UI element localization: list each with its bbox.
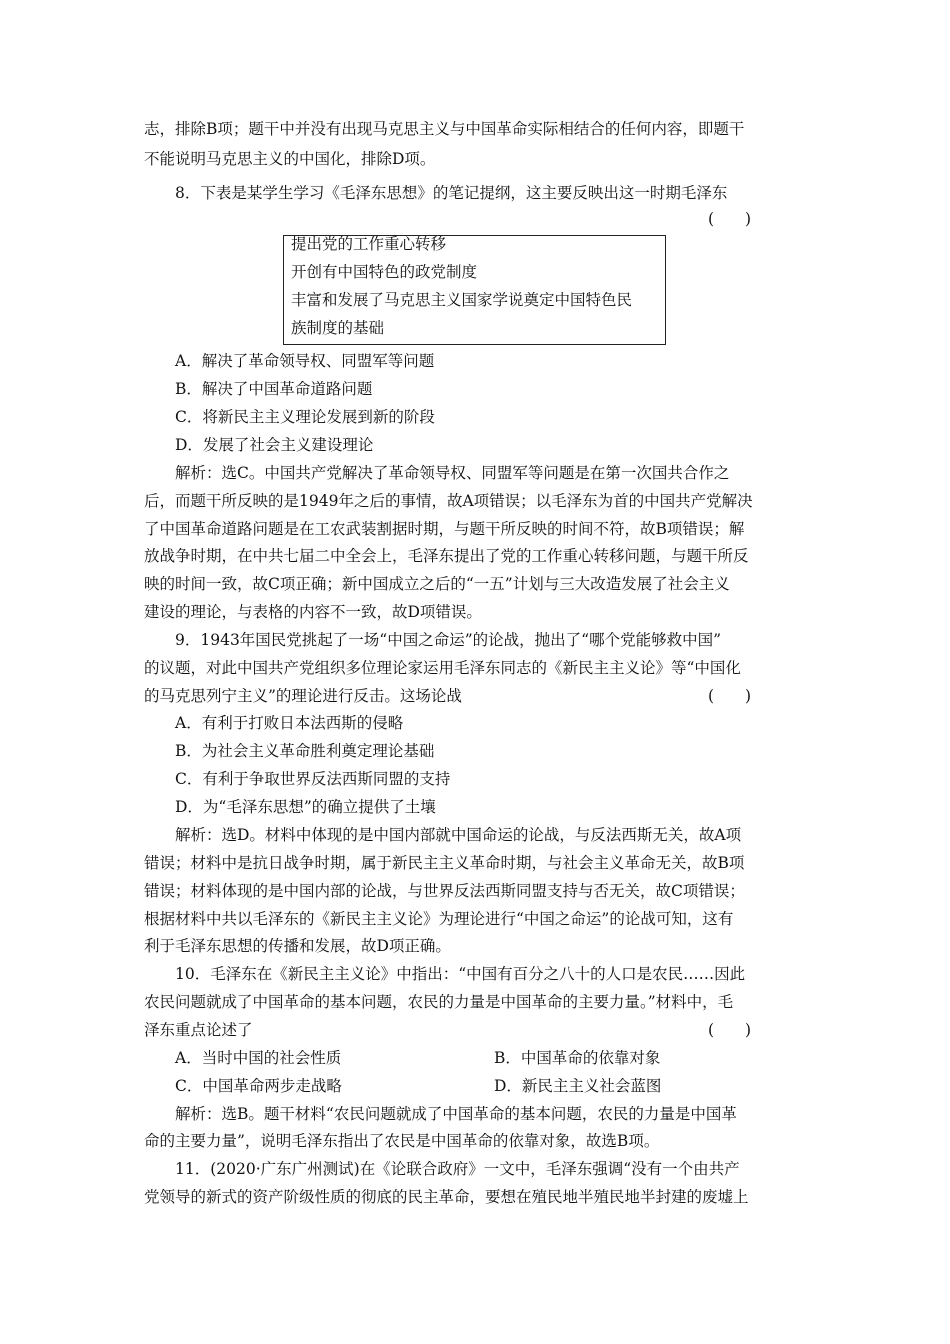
analysis-line: 解析：选B。题干材料“农民问题就成了中国革命的基本问题，农民的力量是中国革: [175, 1105, 737, 1123]
option-b: B．解决了中国革命道路问题: [175, 380, 373, 398]
option-c: C．将新民主主义理论发展到新的阶段: [175, 408, 435, 426]
analysis-line: 后，而题干所反映的是1949年之后的事情，故A项错误；以毛泽东为首的中国共产党解决: [144, 492, 753, 510]
option-d: D．发展了社会主义建设理论: [175, 436, 374, 454]
analysis-line: 错误；材料体现的是中国内部的论战，与世界反法西斯同盟支持与否无关，故C项错误；: [144, 882, 745, 900]
option-d: D．新民主主义社会蓝图: [494, 1077, 662, 1095]
text-line: 志，排除B项；题干中并没有出现马克思主义与中国革命实际相结合的任何内容，即题干: [144, 120, 745, 138]
option-d: D．为“毛泽东思想”的确立提供了土壤: [175, 798, 436, 816]
note-row: 提出党的工作重心转移: [291, 235, 447, 253]
analysis-line: 利于毛泽东思想的传播和发展，故D项正确。: [144, 937, 451, 955]
question-10-stem-1: 10．毛泽东在《新民主主义论》中指出：“中国有百分之八十的人口是农民……因此: [175, 965, 746, 983]
answer-blank: ( ): [708, 210, 752, 228]
analysis-line: 根据材料中共以毛泽东的《新民主主义论》为理论进行“中国之命运”的论战可知，这有: [144, 910, 734, 928]
note-row: 丰富和发展了马克思主义国家学说奠定中国特色民: [291, 291, 633, 309]
question-9-stem-3: 的马克思列宁主义”的理论进行反击。这场论战: [144, 687, 462, 705]
analysis-line: 映的时间一致，故C项正确；新中国成立之后的“一五”计划与三大改造发展了社会主义: [144, 575, 730, 593]
option-b: B．中国革命的依靠对象: [494, 1049, 661, 1067]
option-b: B．为社会主义革命胜利奠定理论基础: [175, 742, 435, 760]
option-a: A．有利于打败日本法西斯的侵略: [175, 714, 404, 732]
analysis-line: 解析：选C。中国共产党解决了革命领导权、同盟军等问题是在第一次国共合作之: [175, 464, 730, 482]
option-c: C．有利于争取世界反法西斯同盟的支持: [175, 770, 451, 788]
analysis-line: 命的主要力量”，说明毛泽东指出了农民是中国革命的依靠对象，故选B项。: [144, 1132, 660, 1150]
analysis-line: 了中国革命道路问题是在工农武装割据时期，与题干所反映的时间不符，故B项错误；解: [144, 520, 745, 538]
analysis-line: 放战争时期，在中共七届二中全会上，毛泽东提出了党的工作重心转移问题，与题干所反: [144, 547, 749, 565]
note-row: 族制度的基础: [291, 319, 385, 337]
notes-table: [283, 235, 666, 345]
option-a: A．当时中国的社会性质: [175, 1049, 342, 1067]
question-9-stem-1: 9．1943年国民党挑起了一场“中国之命运”的论战，抛出了“哪个党能够救中国”: [175, 631, 722, 649]
text-line: 不能说明马克思主义的中国化，排除D项。: [144, 150, 436, 168]
answer-blank: ( ): [708, 687, 752, 705]
note-row: 开创有中国特色的政党制度: [291, 263, 478, 281]
question-10-stem-3: 泽东重点论述了: [144, 1021, 253, 1039]
question-10-stem-2: 农民问题就成了中国革命的基本问题，农民的力量是中国革命的主要力量。”材料中，毛: [144, 993, 734, 1011]
option-c: C．中国革命两步走战略: [175, 1077, 342, 1095]
option-a: A．解决了革命领导权、同盟军等问题: [175, 352, 435, 370]
analysis-line: 建设的理论，与表格的内容不一致，故D项错误。: [144, 603, 482, 621]
question-9-stem-2: 的议题，对此中国共产党组织多位理论家运用毛泽东同志的《新民主主义论》等“中国化: [144, 659, 741, 677]
question-11-stem-2: 党领导的新式的资产阶级性质的彻底的民主革命，要想在殖民地半殖民地半封建的废墟上: [144, 1188, 749, 1206]
question-8-stem-1: 8．下表是某学生学习《毛泽东思想》的笔记提纲，这主要反映出这一时期毛泽东: [175, 184, 728, 202]
analysis-line: 错误；材料中是抗日战争时期，属于新民主主义革命时期，与社会主义革命无关，故B项: [144, 854, 745, 872]
question-11-stem-1: 11．(2020·广东广州测试)在《论联合政府》一文中，毛泽东强调“没有一个由共产: [175, 1160, 740, 1178]
answer-blank: ( ): [708, 1021, 752, 1039]
analysis-line: 解析：选D。材料中体现的是中国内部就中国命运的论战，与反法西斯无关，故A项: [175, 826, 742, 844]
